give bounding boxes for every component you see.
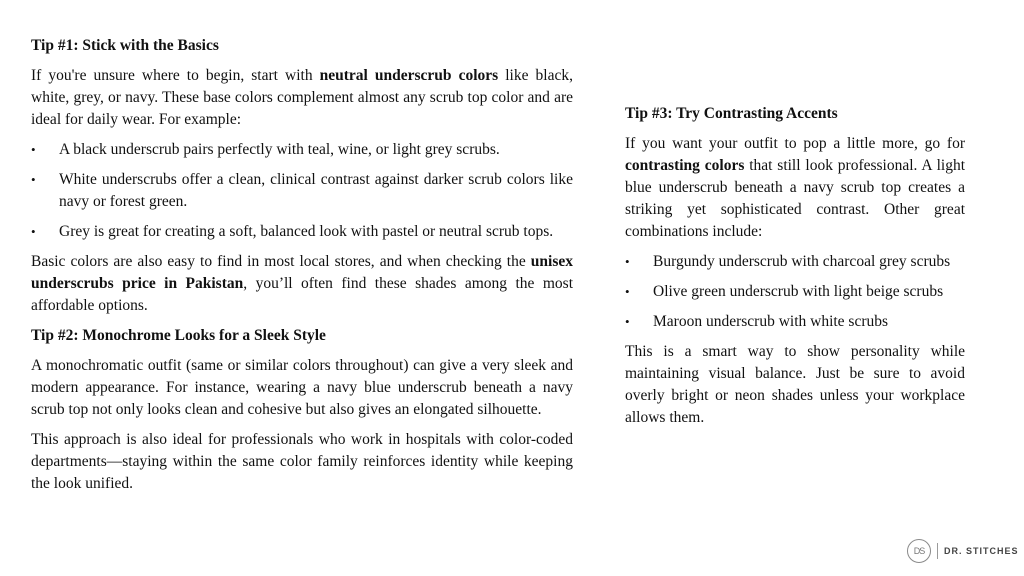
list-item: • White underscrubs offer a clean, clinical contrast against darker scrub colors like navy or forest green. <box>31 169 573 213</box>
tip2-paragraph-2: This approach is also ideal for professionals who work in hospitals with color-coded departments—staying within the same color family reinforces identity while keeping the look unified. <box>31 431 573 492</box>
tip3-outro: This is a smart way to show personality while maintaining visual balance. Just be sure to avoid overly bright or neon shades unless your workplace allows them. <box>625 343 965 426</box>
list-item: • Burgundy underscrub with charcoal grey scrubs <box>625 251 965 273</box>
logo-text: DR. STITCHES <box>944 546 1019 556</box>
tip1-intro-bold: neutral underscrub colors <box>319 67 499 84</box>
logo-mark-icon: DS <box>907 539 931 563</box>
tip1-intro-text-end: like black, white, grey, or navy. These base colors complement almost any scrub top color and are ideal for daily wear. For example: <box>31 67 573 128</box>
tip1-intro <box>31 65 573 131</box>
tip2-paragraph-1: A monochromatic outfit (same or similar colors throughout) can give a very sleek and modern appearance. For instance, wearing a navy blue underscrub beneath a navy scrub top not only looks clean and cohesive but also gives an elongated silhouette. <box>31 357 573 418</box>
tip1-outro <box>31 251 573 317</box>
list-item: • Grey is great for creating a soft, balanced look with pastel or neutral scrub tops. <box>31 221 573 243</box>
tip1-outro-bold: unisex underscrubs price in Pakistan <box>31 253 573 292</box>
tip3-heading: Tip #3: Try Contrasting Accents <box>625 105 838 122</box>
list-item: • A black underscrub pairs perfectly with teal, wine, or light grey scrubs. <box>31 139 573 161</box>
tip3-bullet-list <box>625 251 965 333</box>
tip1-heading: Tip #1: Stick with the Basics <box>31 37 219 54</box>
tip1-bullet-list <box>31 139 573 243</box>
tip1-outro-text: Basic colors are also easy to find in most local stores, and when checking the <box>31 253 531 270</box>
brand-logo <box>907 538 1019 564</box>
tip3-intro-text-end: that still look professional. A light blue underscrub beneath a navy scrub top creates a striking yet sophisticated contrast. Other great combinations include: <box>625 157 966 240</box>
list-item: • Maroon underscrub with white scrubs <box>625 311 965 333</box>
logo-divider <box>937 543 938 559</box>
tip3-intro <box>625 133 965 243</box>
right-column <box>625 103 965 437</box>
tip3-intro-bold: contrasting colors <box>625 157 745 174</box>
list-item: • Olive green underscrub with light beige scrubs <box>625 281 965 303</box>
tip2-heading: Tip #2: Monochrome Looks for a Sleek Style <box>31 327 326 344</box>
tip1-intro-text: If you're unsure where to begin, start with <box>31 67 320 84</box>
left-column <box>31 35 573 503</box>
tip1-outro-text-end: , you’ll often find these shades among the most affordable options. <box>31 275 574 314</box>
tip3-intro-text: If you want your outfit to pop a little more, go for <box>625 135 965 152</box>
